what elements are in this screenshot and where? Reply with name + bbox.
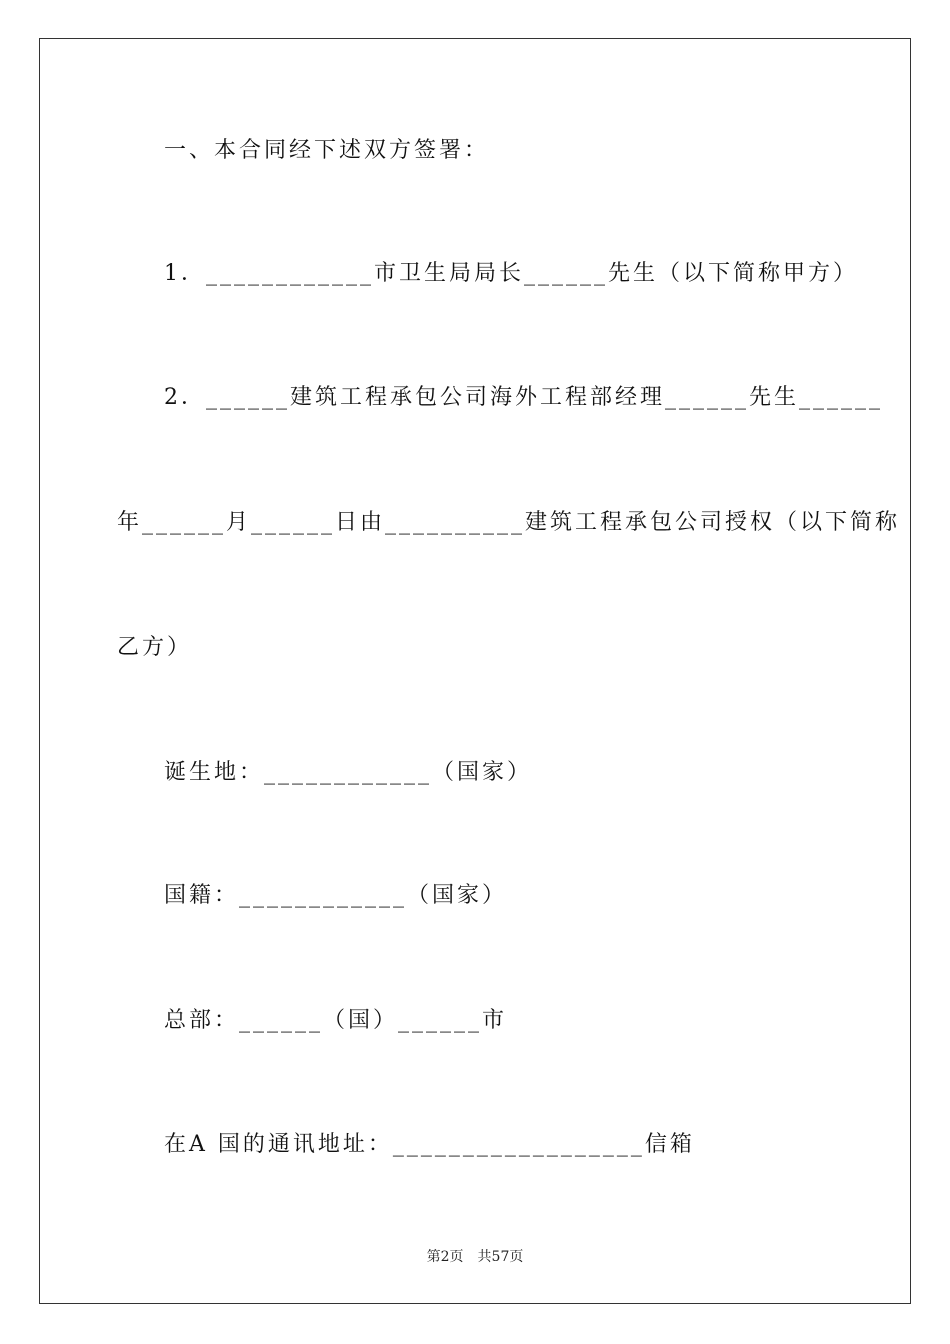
headquarters-line: 总部：______（国）______市 — [164, 1008, 508, 1033]
section-heading: 一、本合同经下述双方签署： — [164, 138, 490, 163]
birthplace-line: 诞生地：____________（国家） — [164, 760, 533, 785]
party-b-line-continued: 年______月______日由__________建筑工程承包公司授权（以下简称 — [117, 510, 901, 535]
page-border — [39, 38, 911, 1304]
party-b-line-end: 乙方） — [117, 635, 193, 660]
address-line: 在A 国的通讯地址：__________________信箱 — [164, 1132, 695, 1157]
party-b-line: 2．______建筑工程承包公司海外工程部经理______先生______ — [164, 385, 883, 410]
page-number: 第2页 共57页 — [426, 1249, 524, 1265]
party-a-line: 1．____________市卫生局局长______先生（以下简称甲方） — [164, 261, 858, 286]
nationality-line: 国籍：____________（国家） — [164, 883, 508, 908]
